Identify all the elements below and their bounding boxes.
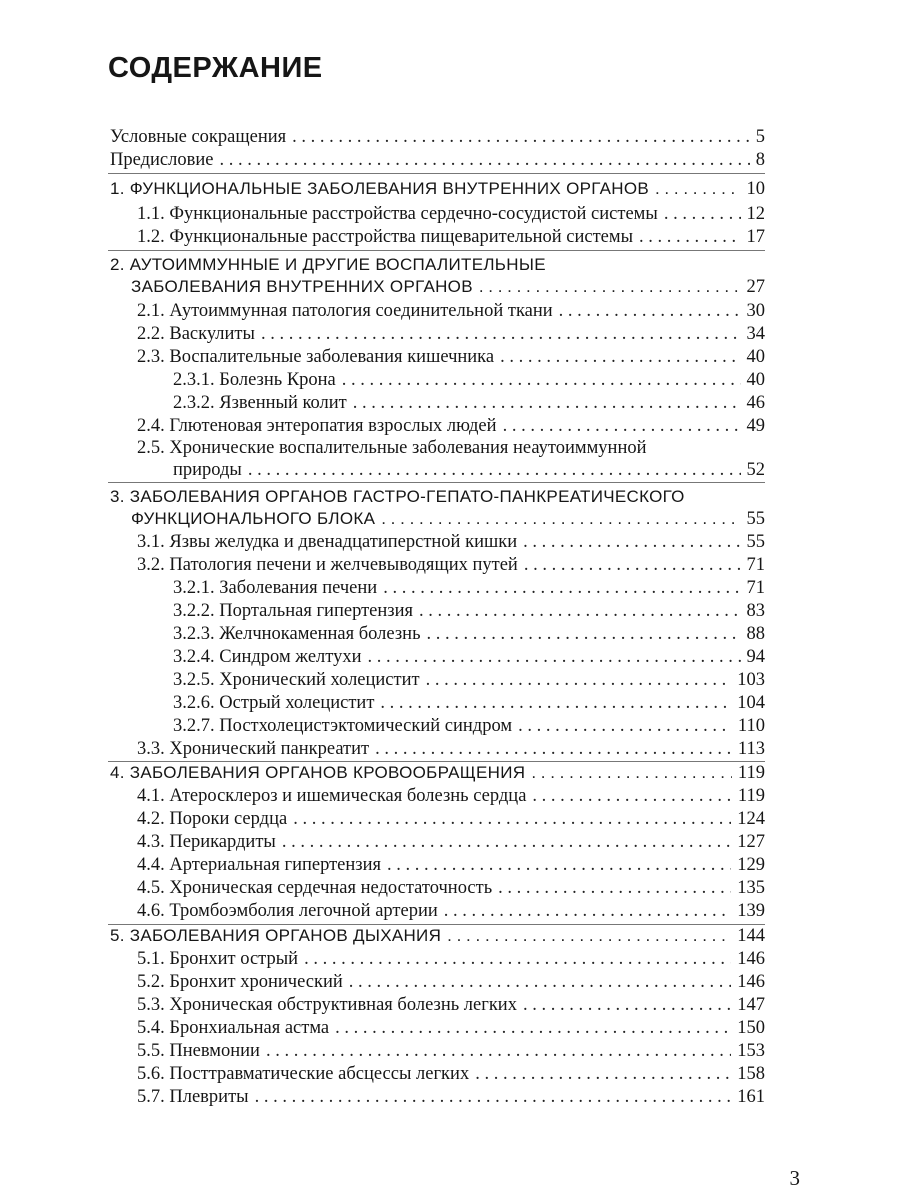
dot-leader — [518, 714, 732, 738]
toc-chapter-title: ФУНКЦИОНАЛЬНОГО БЛОКА — [131, 509, 376, 528]
toc-entry-label: 4.3. Перикардиты — [137, 832, 276, 852]
dot-leader — [475, 1062, 731, 1086]
toc-entry-5-7[interactable] — [137, 1085, 765, 1109]
toc-entry-page: 52 — [746, 460, 765, 480]
toc-entry-2-2[interactable] — [137, 322, 765, 346]
dot-leader — [532, 784, 732, 808]
toc-entry-label: 4.4. Артериальная гипертензия — [137, 855, 381, 875]
dot-leader — [498, 876, 731, 900]
toc-entry-label: 3.2.7. Постхолецистэктомический синдром — [173, 716, 513, 736]
toc-entry-3-2-2[interactable] — [173, 599, 765, 623]
toc-entry-label: 3.2. Патология печени и желчевыводящих путей — [137, 555, 518, 575]
toc-entry-2-4[interactable] — [137, 414, 765, 438]
toc-entry-page: 124 — [737, 809, 765, 829]
toc-entry-label: 1.1. Функциональные расстройства сердечно-сосудистой системы — [137, 204, 658, 224]
toc-entry-2-5[interactable] — [173, 458, 765, 482]
toc-entry-3-2-5[interactable] — [173, 668, 765, 692]
toc-entry-page: 119 — [737, 786, 765, 806]
toc-entry-3-2-6[interactable] — [173, 691, 765, 715]
toc-entry-page: 88 — [746, 624, 765, 644]
toc-entry-page: 161 — [737, 1087, 765, 1107]
toc-entry-label: 5.3. Хроническая обструктивная болезнь легких — [137, 995, 517, 1015]
toc-chapter-5[interactable] — [110, 924, 765, 948]
dot-leader — [531, 761, 732, 785]
toc-entry-5-3[interactable] — [137, 993, 765, 1017]
toc-entry-page: 30 — [746, 301, 765, 321]
toc-entry-3-2[interactable] — [137, 553, 765, 577]
toc-entry-2-1[interactable] — [137, 299, 765, 323]
toc-entry-label: 2.3.1. Болезнь Крона — [173, 370, 336, 390]
toc-entry-label: 5.5. Пневмонии — [137, 1041, 260, 1061]
toc-entry-4-5[interactable] — [137, 876, 765, 900]
toc-chapter-title: 1. ФУНКЦИОНАЛЬНЫЕ ЗАБОЛЕВАНИЯ ВНУТРЕННИХ ОРГАНОВ — [110, 179, 649, 198]
toc-entry-label: 5.4. Бронхиальная астма — [137, 1018, 330, 1038]
toc-entry-page: 55 — [746, 532, 765, 552]
dot-leader — [353, 391, 741, 415]
dot-leader — [255, 1085, 732, 1109]
toc-entry-page: 10 — [746, 179, 765, 199]
dot-leader — [342, 368, 741, 392]
section-divider — [108, 482, 765, 483]
dot-leader — [503, 414, 741, 438]
dot-leader — [447, 924, 731, 948]
dot-leader — [292, 125, 750, 149]
toc-entry-1-1[interactable] — [137, 202, 765, 226]
toc-entry-2-3[interactable] — [137, 345, 765, 369]
section-divider — [108, 173, 765, 174]
toc-chapter-2-line1[interactable]: 2. АУТОИММУННЫЕ И ДРУГИЕ ВОСПАЛИТЕЛЬНЫЕ — [110, 255, 546, 274]
toc-entry-page: 12 — [746, 204, 765, 224]
dot-leader — [266, 1039, 731, 1063]
toc-entry-label: 5.6. Посттравматические абсцессы легких — [137, 1064, 470, 1084]
toc-entry-abbreviations[interactable] — [110, 125, 765, 149]
toc-entry-page: 27 — [746, 277, 765, 297]
toc-entry-5-5[interactable] — [137, 1039, 765, 1063]
toc-entry-page: 127 — [737, 832, 765, 852]
toc-entry-page: 119 — [737, 763, 765, 783]
toc-entry-label: 3.2.5. Хронический холецистит — [173, 670, 420, 690]
toc-entry-page: 40 — [746, 347, 765, 367]
toc-chapter-title: 5. ЗАБОЛЕВАНИЯ ОРГАНОВ ДЫХАНИЯ — [110, 926, 442, 945]
toc-entry-label: 5.2. Бронхит хронический — [137, 972, 343, 992]
toc-entry-label: 3.2.1. Заболевания печени — [173, 578, 378, 598]
toc-entry-3-2-7[interactable] — [173, 714, 765, 738]
toc-entry-label: природы — [173, 460, 242, 480]
dot-leader — [282, 830, 731, 854]
dot-leader — [383, 576, 740, 600]
toc-chapter-3[interactable] — [131, 507, 765, 531]
toc-entry-preface[interactable] — [110, 148, 765, 172]
toc-entry-label: 3.2.3. Желчнокаменная болезнь — [173, 624, 421, 644]
toc-entry-label: 2.1. Аутоиммунная патология соединительной ткани — [137, 301, 553, 321]
toc-entry-page: 129 — [737, 855, 765, 875]
toc-entry-label: 4.2. Пороки сердца — [137, 809, 288, 829]
toc-entry-label: 1.2. Функциональные расстройства пищеварительной системы — [137, 227, 634, 247]
toc-entry-page: 158 — [737, 1064, 765, 1084]
toc-entry-2-3-1[interactable] — [173, 368, 765, 392]
dot-leader — [444, 899, 731, 923]
toc-entry-page: 71 — [746, 578, 765, 598]
dot-leader — [219, 148, 749, 172]
dot-leader — [427, 622, 741, 646]
toc-entry-page: 104 — [737, 693, 765, 713]
toc-entry-5-6[interactable] — [137, 1062, 765, 1086]
toc-entry-1-2[interactable] — [137, 225, 765, 249]
dot-leader — [304, 947, 731, 971]
toc-entry-page: 147 — [737, 995, 765, 1015]
page-title: СОДЕРЖАНИЕ — [108, 52, 323, 84]
dot-leader — [349, 970, 731, 994]
toc-entry-label: Предисловие — [110, 150, 214, 170]
toc-entry-3-2-1[interactable] — [173, 576, 765, 600]
toc-chapter-title: 4. ЗАБОЛЕВАНИЯ ОРГАНОВ КРОВООБРАЩЕНИЯ — [110, 763, 526, 782]
toc-chapter-4[interactable] — [110, 761, 765, 785]
toc-entry-page: 55 — [746, 509, 765, 529]
dot-leader — [419, 599, 741, 623]
dot-leader — [368, 645, 741, 669]
dot-leader — [655, 177, 741, 201]
dot-leader — [664, 202, 741, 226]
dot-leader — [479, 275, 741, 299]
dot-leader — [381, 507, 740, 531]
toc-entry-4-1[interactable] — [137, 784, 765, 808]
toc-entry-4-4[interactable] — [137, 853, 765, 877]
toc-entry-label: 2.4. Глютеновая энтеропатия взрослых людей — [137, 416, 497, 436]
toc-chapter-2[interactable] — [131, 275, 765, 299]
toc-entry-label: Условные сокращения — [110, 127, 287, 147]
dot-leader — [387, 853, 731, 877]
dot-leader — [523, 993, 731, 1017]
toc-entry-5-4[interactable] — [137, 1016, 765, 1040]
toc-entry-page: 139 — [737, 901, 765, 921]
toc-entry-page: 113 — [737, 739, 765, 759]
toc-entry-page: 40 — [746, 370, 765, 390]
dot-leader — [375, 737, 732, 761]
dot-leader — [500, 345, 740, 369]
toc-entry-5-2[interactable] — [137, 970, 765, 994]
toc-entry-page: 150 — [737, 1018, 765, 1038]
toc-entry-page: 34 — [746, 324, 765, 344]
toc-entry-4-3[interactable] — [137, 830, 765, 854]
toc-entry-page: 110 — [737, 716, 765, 736]
toc-entry-label: 3.2.6. Острый холецистит — [173, 693, 375, 713]
dot-leader — [380, 691, 731, 715]
toc-entry-3-3[interactable] — [137, 737, 765, 761]
dot-leader — [248, 458, 741, 482]
toc-entry-page: 83 — [746, 601, 765, 621]
page-number: 3 — [789, 1166, 800, 1190]
toc-entry-4-6[interactable] — [137, 899, 765, 923]
toc-entry-page: 17 — [746, 227, 765, 247]
toc-entry-page: 103 — [737, 670, 765, 690]
section-divider — [108, 250, 765, 251]
toc-entry-page: 153 — [737, 1041, 765, 1061]
dot-leader — [335, 1016, 731, 1040]
toc-entry-label: 3.2.4. Синдром желтухи — [173, 647, 362, 667]
toc-entry-label: 2.3.2. Язвенный колит — [173, 393, 347, 413]
toc-entry-4-2[interactable] — [137, 807, 765, 831]
dot-leader — [524, 553, 741, 577]
toc-entry-page: 5 — [755, 127, 765, 147]
toc-entry-label: 4.6. Тромбоэмболия легочной артерии — [137, 901, 438, 921]
toc-entry-label: 3.2.2. Портальная гипертензия — [173, 601, 413, 621]
dot-leader — [639, 225, 740, 249]
toc-entry-page: 46 — [746, 393, 765, 413]
toc-entry-2-3-2[interactable] — [173, 391, 765, 415]
toc-entry-page: 146 — [737, 972, 765, 992]
toc-chapter-title: ЗАБОЛЕВАНИЯ ВНУТРЕННИХ ОРГАНОВ — [131, 277, 473, 296]
toc-entry-page: 8 — [755, 150, 765, 170]
toc-entry-label: 4.1. Атеросклероз и ишемическая болезнь сердца — [137, 786, 527, 806]
toc-entry-2-5-line1[interactable]: 2.5. Хронические воспалительные заболевания неаутоиммунной — [137, 438, 647, 458]
toc-entry-label: 3.3. Хронический панкреатит — [137, 739, 370, 759]
toc-entry-page: 144 — [737, 926, 765, 946]
toc-chapter-3-line1[interactable]: 3. ЗАБОЛЕВАНИЯ ОРГАНОВ ГАСТРО-ГЕПАТО-ПАНКРЕАТИЧЕСКОГО — [110, 487, 685, 506]
toc-entry-label: 5.1. Бронхит острый — [137, 949, 299, 969]
toc-entry-label: 2.3. Воспалительные заболевания кишечника — [137, 347, 495, 367]
toc-entry-3-1[interactable] — [137, 530, 765, 554]
toc-entry-page: 146 — [737, 949, 765, 969]
toc-entry-5-1[interactable] — [137, 947, 765, 971]
dot-leader — [523, 530, 740, 554]
dot-leader — [261, 322, 741, 346]
toc-entry-page: 94 — [746, 647, 765, 667]
toc-entry-3-2-4[interactable] — [173, 645, 765, 669]
toc-entry-page: 49 — [746, 416, 765, 436]
dot-leader — [426, 668, 732, 692]
toc-entry-label: 5.7. Плевриты — [137, 1087, 249, 1107]
toc-entry-label: 3.1. Язвы желудка и двенадцатиперстной кишки — [137, 532, 518, 552]
toc-entry-page: 71 — [746, 555, 765, 575]
toc-entry-3-2-3[interactable] — [173, 622, 765, 646]
dot-leader — [293, 807, 731, 831]
toc-entry-label: 2.2. Васкулиты — [137, 324, 255, 344]
toc-entry-page: 135 — [737, 878, 765, 898]
toc-entry-label: 4.5. Хроническая сердечная недостаточность — [137, 878, 493, 898]
dot-leader — [559, 299, 741, 323]
toc-chapter-1[interactable] — [110, 177, 765, 201]
